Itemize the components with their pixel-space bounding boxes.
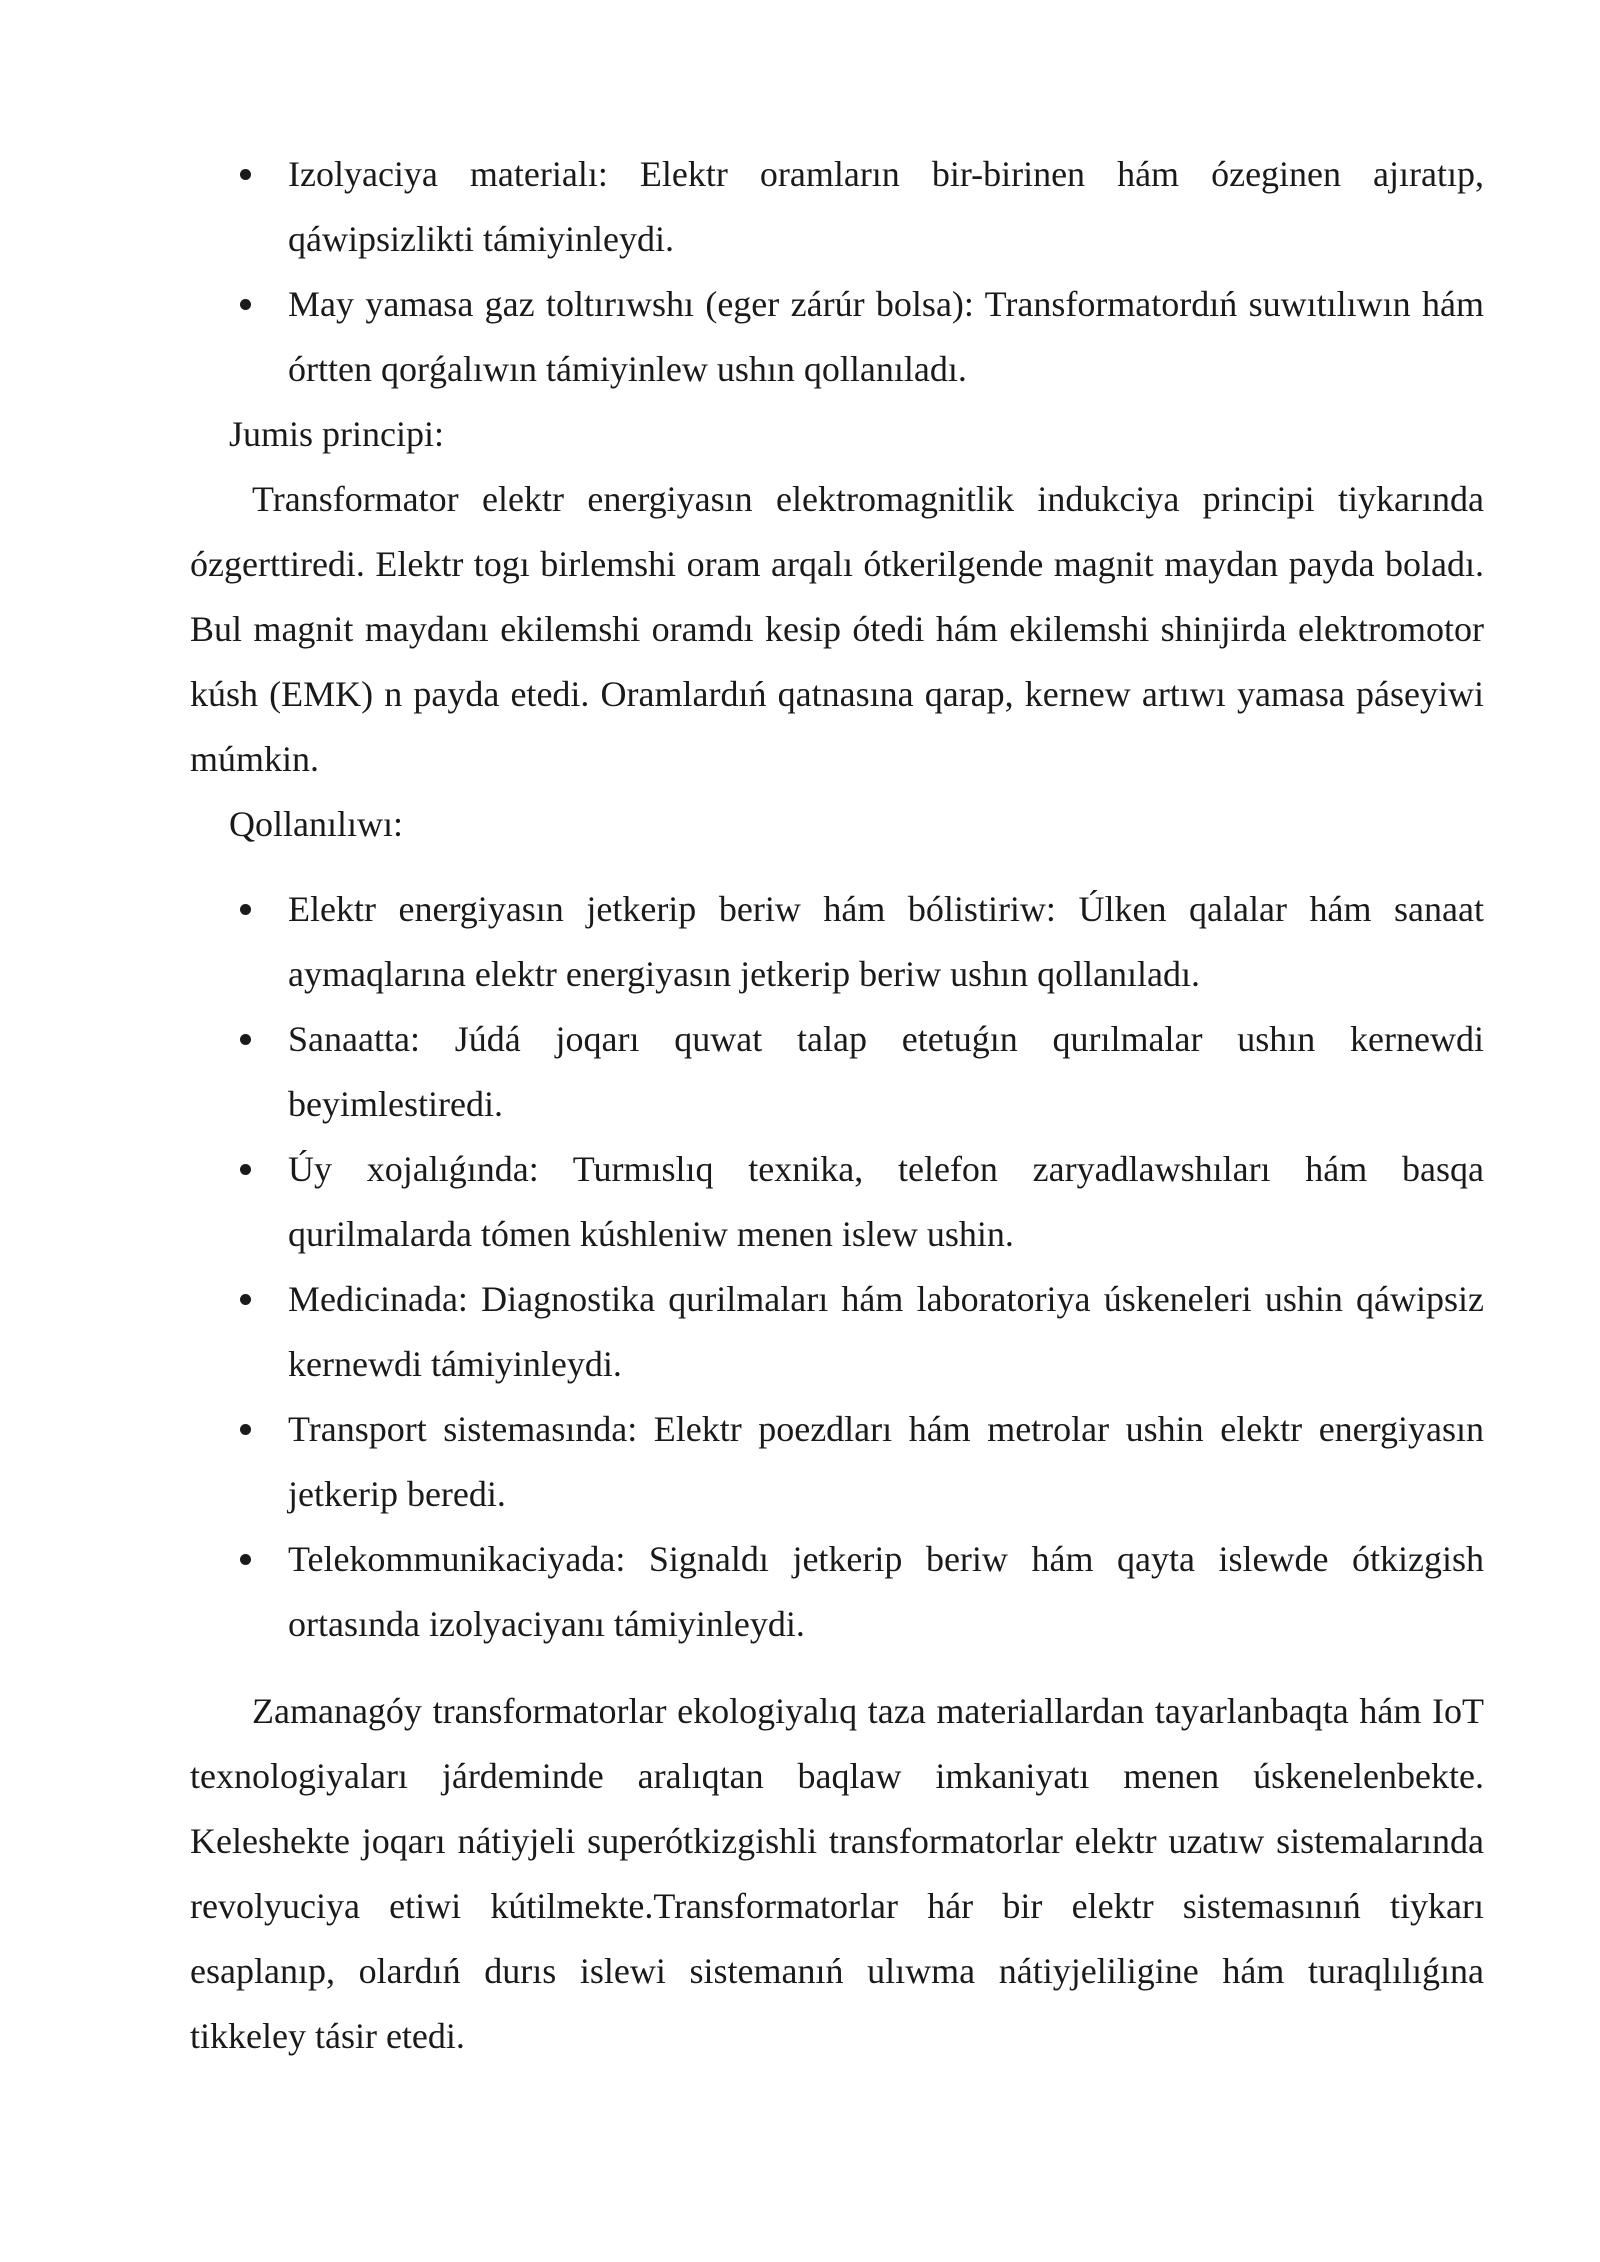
list-item (190, 272, 1484, 402)
usage-list (190, 877, 1484, 1657)
list-item (190, 877, 1484, 1007)
list-item-text: Izolyaciya materialı: Elektr oramların bir-birinen hám ózeginen ajıratıp, qáwipsizlikti támiyinleydi. (288, 154, 1484, 259)
bullet-icon (240, 1554, 251, 1565)
bullet-icon (240, 1424, 251, 1435)
bullet-icon (240, 904, 251, 915)
spacer (190, 1657, 1484, 1679)
spacer (190, 857, 1484, 877)
paragraph-conclusion: Zamanagóy transformatorlar ekologiyalıq taza materiallardan tayarlanbaqta hám IoT texnologiyaları járdeminde aralıqtan baqlaw imkaniyatı menen úskenelenbekte. Keleshekte joqarı nátiyjeli superótkizgishli transformatorlar elektr uzatıw sistemalarında revolyuciya etiwi kútilmekte.Transformatorlar hár bir elektr sistemasınıń tiykarı esaplanıp, olardıń durıs islewi sistemanıń ulıwma nátiyjeliligine hám turaqlılıǵına tikkeley tásir etedi. (190, 1691, 1484, 2056)
bullet-icon (240, 169, 251, 180)
component-list (190, 142, 1484, 402)
list-item-text: Medicinada: Diagnostika qurilmaları hám laboratoriya úskeneleri ushin qáwipsiz kernewdi támiyinleydi. (288, 1279, 1484, 1384)
paragraph-principle: Transformator elektr energiyasın elektromagnitlik indukciya principi tiykarında ózgerttiredi. Elektr togı birlemshi oram arqalı ótkerilgende magnit maydan payda boladı. Bul magnit maydanı ekilemshi oramdı kesip ótedi hám ekilemshi shinjirda elektromotor kúsh (EMK) n payda etedi. Oramlardıń qatnasına qarap, kernew artıwı yamasa páseyiwi múmkin. (190, 479, 1484, 779)
list-item (190, 1137, 1484, 1267)
list-item-text: May yamasa gaz toltırıwshı (eger zárúr bolsa): Transformatordıń suwıtılıwın hám órtten qorǵalıwın támiyinlew ushın qollanıladı. (288, 284, 1484, 389)
list-item (190, 142, 1484, 272)
list-item-text: Sanaatta: Júdá joqarı quwat talap etetuǵın qurılmalar ushın kernewdi beyimlestiredi. (288, 1019, 1484, 1124)
page-content (190, 142, 1484, 2069)
list-item (190, 1267, 1484, 1397)
list-item-text: Transport sistemasında: Elektr poezdları hám metrolar ushin elektr energiyasın jetkerip beredi. (288, 1409, 1484, 1514)
list-item-text: Telekommunikaciyada: Signaldı jetkerip beriw hám qayta islewde ótkizgish ortasında izolyaciyanı támiyinleydi. (288, 1539, 1484, 1644)
section-heading-usage: Qollanılıwı: (229, 804, 403, 844)
list-item-text: Elektr energiyasın jetkerip beriw hám bólistiriw: Úlken qalalar hám sanaat aymaqlarına elektr energiyasın jetkerip beriw ushın qollanıladı. (288, 889, 1484, 994)
bullet-icon (240, 1294, 251, 1305)
bullet-icon (240, 1164, 251, 1175)
bullet-icon (240, 299, 251, 310)
section-heading-principle: Jumis principi: (229, 414, 444, 454)
list-item (190, 1527, 1484, 1657)
list-item (190, 1397, 1484, 1527)
list-item (190, 1007, 1484, 1137)
list-item-text: Úy xojalıǵında: Turmıslıq texnika, telefon zaryadlawshıları hám basqa qurilmalarda tómen kúshleniw menen islew ushin. (288, 1149, 1484, 1254)
bullet-icon (240, 1034, 251, 1045)
